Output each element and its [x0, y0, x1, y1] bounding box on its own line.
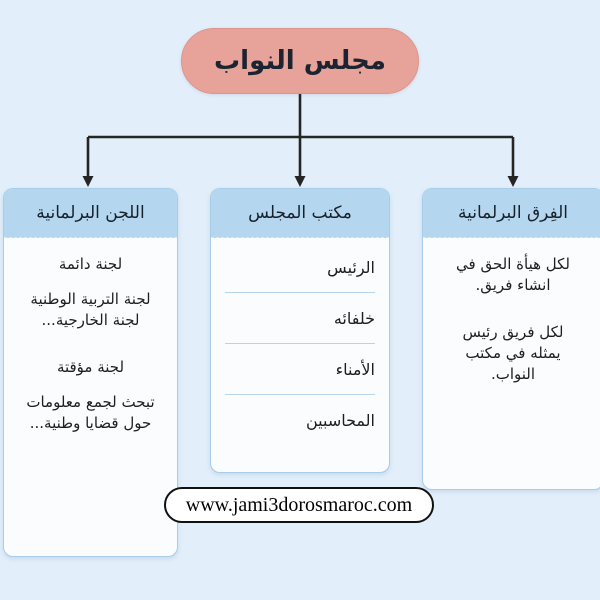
column-header-bureau: مكتب المجلس [211, 189, 389, 238]
arrowhead-left-icon [83, 176, 94, 187]
column-council-bureau [210, 188, 390, 473]
arrowhead-center-icon [295, 176, 306, 187]
column-body-committees [4, 238, 177, 456]
text-line: يمثله في مكتب [465, 344, 561, 362]
text-line: النواب. [490, 365, 536, 383]
bureau-member-list [211, 238, 389, 445]
text-line: انشاء فريق. [475, 276, 551, 294]
column-body-groups [423, 238, 600, 407]
groups-paragraph [431, 322, 595, 385]
column-header-groups: الفِرق البرلمانية [423, 189, 600, 238]
root-node-majlis-nuwwab [181, 28, 419, 94]
text-line: لجنة التربية الوطنية [30, 290, 151, 308]
list-item-secretaries: الأمناء [225, 343, 375, 394]
text-line: لكل فريق رئيس [462, 323, 564, 341]
text-line: لكل هيأة الحق في [456, 255, 570, 273]
list-item-deputies: خلفائه [225, 292, 375, 343]
committees-paragraph [12, 357, 169, 378]
text-line: لجنة مؤقتة [56, 358, 125, 376]
list-item-president: الرئيس [327, 258, 375, 277]
column-header-committees: اللجن البرلمانية [4, 189, 177, 238]
text-line: تبحث لجمع معلومات [26, 393, 155, 411]
text-line: حول قضايا وطنية... [29, 414, 152, 432]
committees-paragraph [12, 392, 169, 434]
root-node-label: مجلس النواب [214, 46, 386, 76]
arrowhead-right-icon [508, 176, 519, 187]
column-parliamentary-groups [422, 188, 600, 490]
text-line: لجنة الخارجية... [41, 311, 140, 329]
groups-paragraph [431, 254, 595, 296]
website-url: www.jami3dorosmaroc.com [185, 493, 413, 516]
text-line: لجنة دائمة [58, 255, 123, 273]
committees-paragraph [12, 289, 169, 331]
committees-paragraph [12, 254, 169, 275]
column-parliamentary-committees [3, 188, 178, 557]
website-badge [164, 487, 434, 523]
list-item-treasurers: المحاسبين [225, 394, 375, 445]
